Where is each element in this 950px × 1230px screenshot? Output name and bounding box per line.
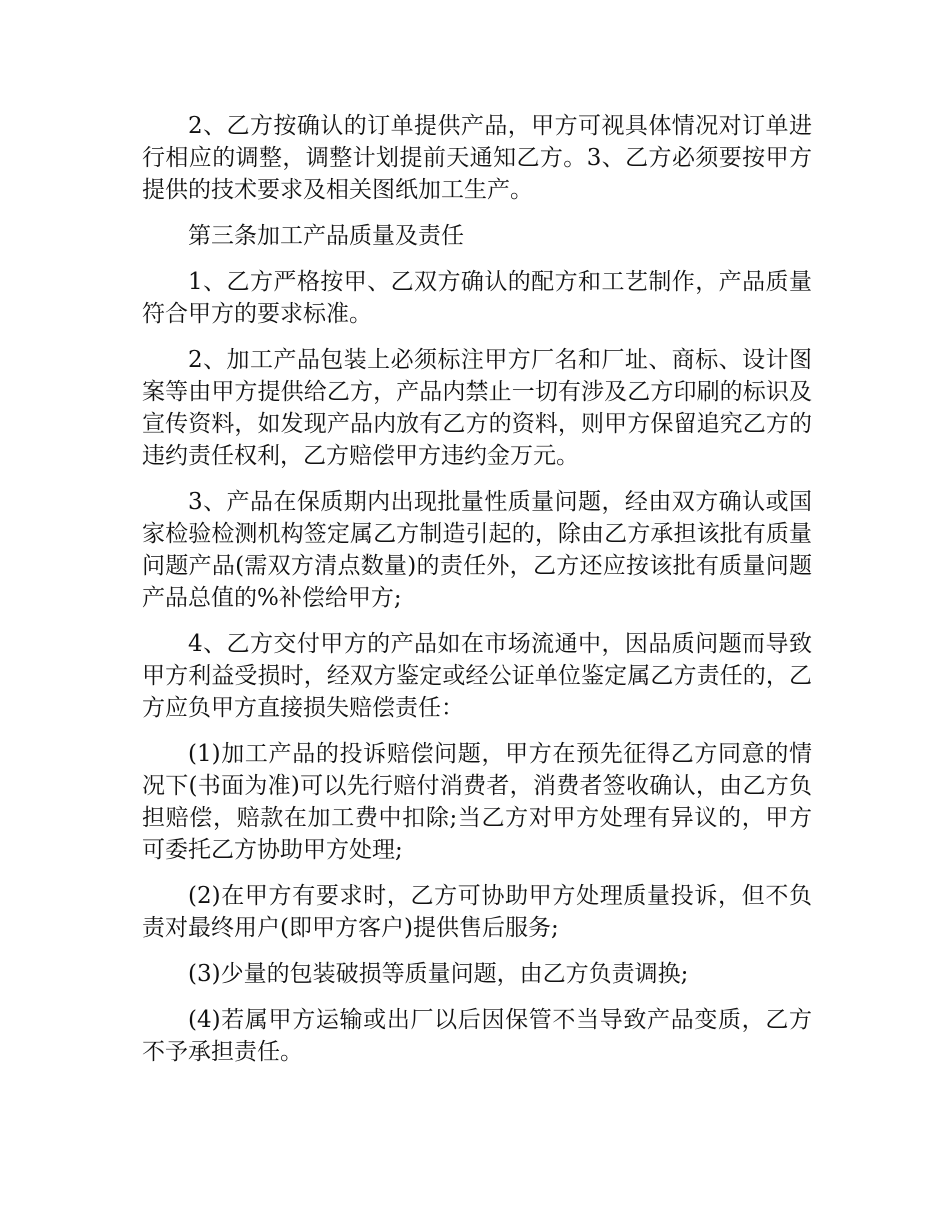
paragraph-order-adjustment: 2、乙方按确认的订单提供产品，甲方可视具体情况对订单进行相应的调整，调整计划提前天通知乙方。3、乙方必须要按甲方提供的技术要求及相关图纸加工生产。 — [142, 113, 812, 203]
paragraph-clause-4: 4、乙方交付甲方的产品如在市场流通中，因品质问题而导致甲方利益受损时，经双方鉴定或经公证单位鉴定属乙方责任的，乙方应负甲方直接损失赔偿责任： — [142, 631, 812, 721]
paragraph-clause-3: 3、产品在保质期内出现批量性质量问题，经由双方确认或国家检验检测机构签定属乙方制造引起的，除由乙方承担该批有质量问题产品(需双方清点数量)的责任外，乙方还应按该批有质量问题产品总值的%补偿给甲方; — [142, 489, 812, 611]
paragraph-subclause-2: (2)在甲方有要求时，乙方可协助甲方处理质量投诉，但不负责对最终用户(即甲方客户)提供售后服务; — [142, 883, 812, 941]
paragraph-clause-1: 1、乙方严格按甲、乙双方确认的配方和工艺制作，产品质量符合甲方的要求标准。 — [142, 269, 812, 327]
document-page — [142, 110, 812, 1082]
section-heading-article-3: 第三条加工产品质量及责任 — [188, 223, 464, 249]
paragraph-subclause-1: (1)加工产品的投诉赔偿问题，甲方在预先征得乙方同意的情况下(书面为准)可以先行赔付消费者，消费者签收确认，由乙方负担赔偿，赔款在加工费中扣除;当乙方对甲方处理有异议的，甲方可委托乙方协助甲方处理; — [142, 741, 812, 863]
paragraph-subclause-4: (4)若属甲方运输或出厂以后因保管不当导致产品变质，乙方不予承担责任。 — [142, 1007, 812, 1065]
paragraph-clause-2: 2、加工产品包装上必须标注甲方厂名和厂址、商标、设计图案等由甲方提供给乙方，产品内禁止一切有涉及乙方印刷的标识及宣传资料，如发现产品内放有乙方的资料，则甲方保留追究乙方的违约责任权利，乙方赔偿甲方违约金万元。 — [142, 347, 812, 469]
paragraph-subclause-3: (3)少量的包装破损等质量问题，由乙方负责调换; — [188, 961, 689, 987]
